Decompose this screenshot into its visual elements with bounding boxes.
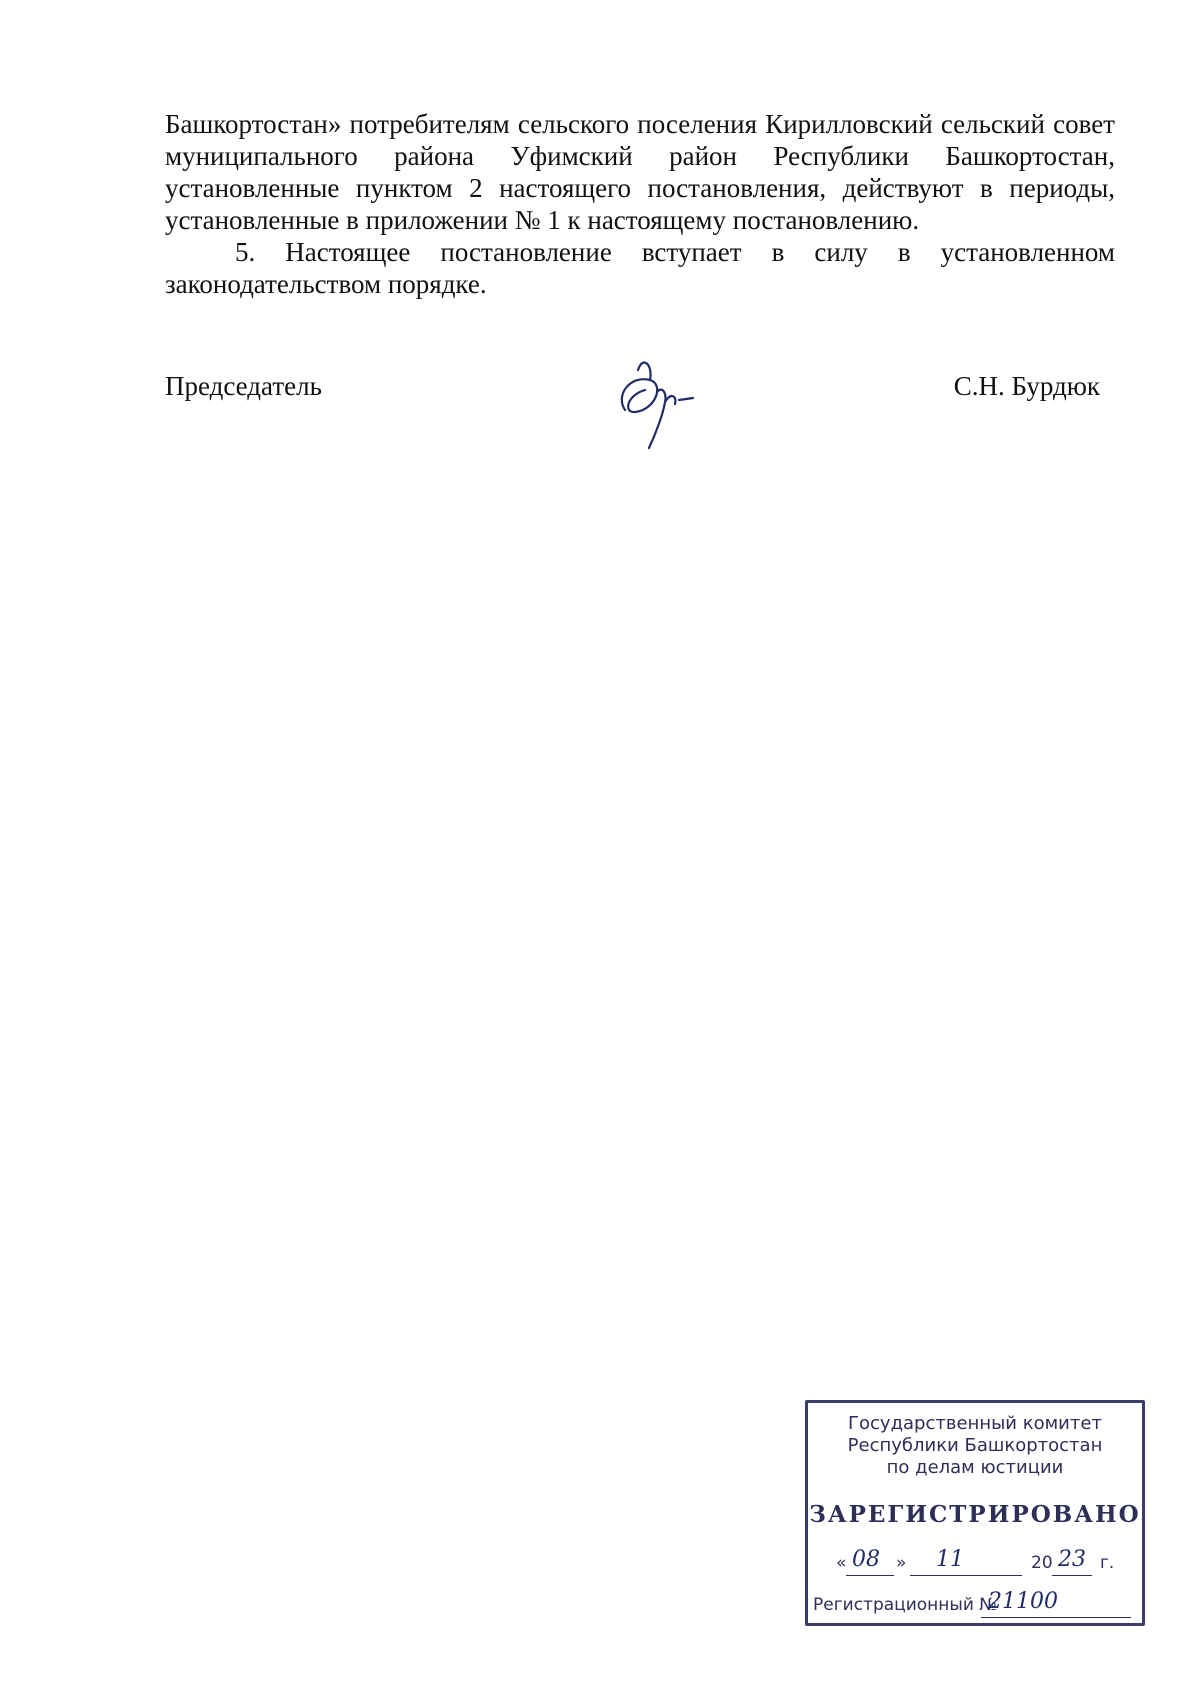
stamp-date-month: 11 bbox=[936, 1547, 964, 1572]
stamp-date-day: 08 bbox=[852, 1547, 880, 1572]
signer-name: С.Н. Бурдюк bbox=[953, 371, 1100, 401]
stamp-date-month-underline bbox=[910, 1575, 1022, 1576]
stamp-date-open-quote: « bbox=[836, 1553, 847, 1573]
registration-stamp bbox=[805, 1400, 1145, 1626]
stamp-date-day-underline bbox=[846, 1575, 894, 1576]
stamp-date-year-suffix: 23 bbox=[1058, 1547, 1086, 1572]
stamp-date-suffix: г. bbox=[1100, 1553, 1115, 1573]
stamp-org-line-1: Государственный комитет bbox=[848, 1413, 1102, 1434]
signature-block bbox=[165, 370, 1100, 480]
stamp-status: ЗАРЕГИСТРИРОВАНО bbox=[809, 1501, 1141, 1528]
signer-position: Председатель bbox=[165, 371, 322, 401]
stamp-reg-label: Регистрационный № bbox=[813, 1595, 997, 1615]
stamp-reg-underline bbox=[981, 1617, 1131, 1618]
stamp-date-close-quote: » bbox=[896, 1553, 907, 1573]
paragraph-continuation: Башкортостан» потребителям сельского поселения Кирилловский сельский совет муниципального района Уфимский район Республики Башкортостан, установленные пунктом 2 настоящего постановления, действуют в периоды, установленные в приложении № 1 к настоящему постановлению. bbox=[165, 109, 1115, 235]
paragraph-5: 5. Настоящее постановление вступает в силу в установленном законодательством порядке. bbox=[165, 237, 1115, 299]
stamp-date bbox=[836, 1547, 1136, 1581]
document-body bbox=[165, 108, 1115, 300]
stamp-org-line-2: Республики Башкортостан bbox=[847, 1435, 1103, 1456]
stamp-reg-number: 21100 bbox=[988, 1589, 1058, 1614]
stamp-org-line-3: по делам юстиции bbox=[886, 1457, 1064, 1478]
stamp-date-year-prefix: 20 bbox=[1031, 1553, 1053, 1573]
stamp-registration bbox=[813, 1589, 1138, 1623]
stamp-date-year-underline bbox=[1052, 1575, 1092, 1576]
handwritten-signature-icon bbox=[605, 340, 715, 455]
